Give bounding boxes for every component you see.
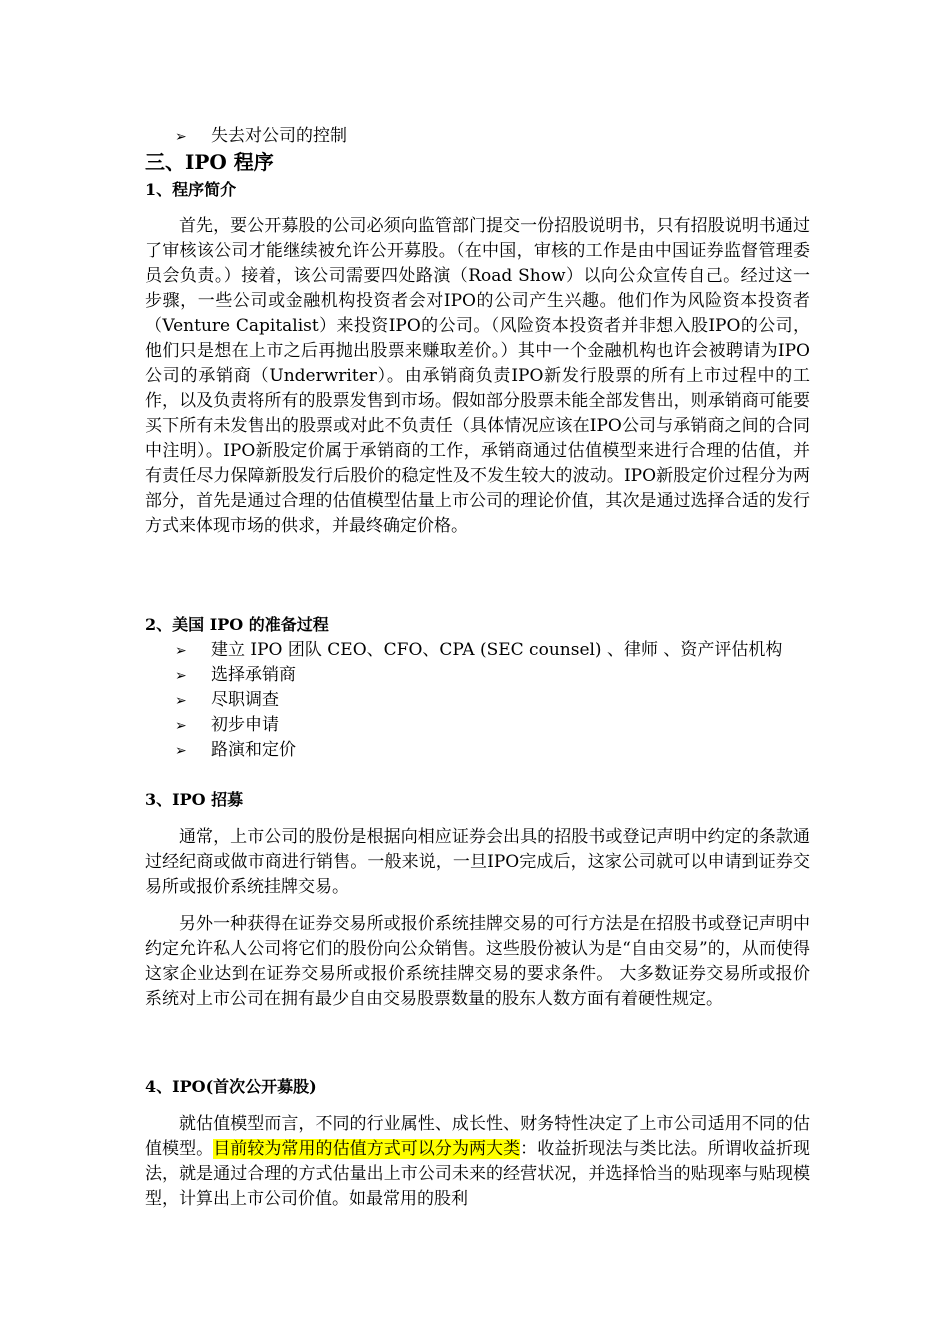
arrow-bullet-icon: ➢ bbox=[175, 668, 187, 684]
list-item-text: 选择承销商 bbox=[211, 665, 296, 685]
list-item bbox=[175, 663, 296, 688]
list-item bbox=[175, 688, 279, 713]
subsection-heading-4: 4、IPO(首次公开募股) bbox=[145, 1077, 317, 1096]
arrow-bullet-icon: ➢ bbox=[175, 718, 187, 734]
list-item-text: 路演和定价 bbox=[211, 740, 296, 760]
arrow-bullet-icon: ➢ bbox=[175, 743, 187, 759]
paragraph-ipo-offering-2: 另外一种获得在证券交易所或报价系统挂牌交易的可行方法是在招股书或登记声明中约定允许私人公司将它们的股份向公众销售。这些股份被认为是“自由交易”的，从而使得这家企业达到在证券交易所或报价系统挂牌交易的要求条件。 大多数证券交易所或报价系统对上市公司在拥有最少自由交易股票数量的股东人数方面有着硬性规定。 bbox=[145, 914, 810, 1009]
paragraph-text: 就估值模型而言，不同的行业属性、成长性、财务特性决定了上市公司适用不同的估值模型。 bbox=[145, 1114, 810, 1159]
list-item bbox=[175, 738, 296, 763]
list-item bbox=[175, 638, 782, 663]
section-heading: 三、IPO 程序 bbox=[145, 150, 274, 174]
subsection-heading-1: 1、程序简介 bbox=[145, 180, 237, 199]
list-item-text: 尽职调查 bbox=[211, 690, 279, 710]
list-item-text: 初步申请 bbox=[211, 715, 279, 735]
paragraph-program-intro: 首先，要公开募股的公司必须向监管部门提交一份招股说明书，只有招股说明书通过了审核该公司才能继续被允许公开募股。（在中国，审核的工作是由中国证券监督管理委员会负责。）接着，该公司需要四处路演（Road Show）以向公众宣传自己。经过这一步骤，一些公司或金融机构投资者会对IPO的公司产生兴趣。他们作为风险资本投资者（Venture Capitalist）来投资IPO的公司。（风险资本投资者并非想入股IPO的公司，他们只是想在上市之后再抛出股票来赚取差价。）其中一个金融机构也许会被聘请为IPO公司的承销商（Underwriter）。由承销商负责IPO新发行股票的所有上市过程中的工作，以及负责将所有的股票发售到市场。假如部分股票未能全部发售出，则承销商可能要买下所有未发售出的股票或对此不负责任（具体情况应该在IPO公司与承销商之间的合同中注明）。IPO新股定价属于承销商的工作，承销商通过估值模型来进行合理的估值，并有责任尽力保障新股发行后股价的稳定性及不发生较大的波动。IPO新股定价过程分为两部分，首先是通过合理的估值模型估量上市公司的理论价值，其次是通过选择合适的发行方式来体现市场的供求，并最终确定价格。 bbox=[145, 216, 810, 536]
paragraph-ipo-offering-1: 通常，上市公司的股份是根据向相应证券会出具的招股书或登记声明中约定的条款通过经纪商或做市商进行销售。一般来说，一旦IPO完成后，这家公司就可以申请到证券交易所或报价系统挂牌交易。 bbox=[145, 827, 810, 897]
list-item bbox=[175, 713, 279, 738]
paragraph-text: ：收益折现法与类比法。所谓收益折现法，就是通过合理的方式估量出上市公司未来的经营状况，并选择恰当的贴现率与贴现模型，计算出上市公司价值。如最常用的股利 bbox=[145, 1139, 811, 1209]
list-item-text: 失去对公司的控制 bbox=[211, 126, 347, 146]
arrow-bullet-icon: ➢ bbox=[175, 693, 187, 709]
subsection-heading-2: 2、美国 IPO 的准备过程 bbox=[145, 615, 329, 634]
arrow-bullet-icon: ➢ bbox=[175, 643, 187, 659]
highlighted-text: 目前较为常用的估值方式可以分为两大类 bbox=[213, 1139, 521, 1159]
paragraph-valuation bbox=[145, 1112, 810, 1212]
arrow-bullet-icon: ➢ bbox=[175, 129, 187, 145]
subsection-heading-3: 3、IPO 招募 bbox=[145, 790, 244, 809]
list-item-text: 建立 IPO 团队 CEO、CFO、CPA (SEC counsel) 、律师 、资产评估机构 bbox=[211, 640, 783, 660]
list-item bbox=[175, 124, 347, 149]
